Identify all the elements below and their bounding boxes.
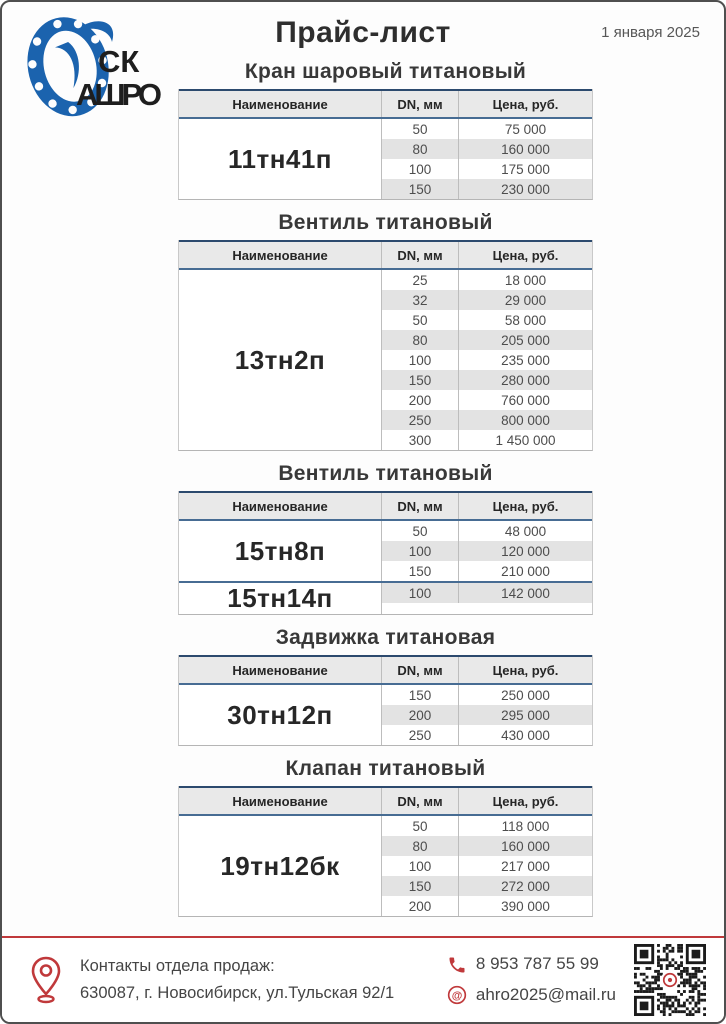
table-row — [382, 430, 592, 450]
phone-icon — [447, 955, 467, 975]
footer-contact-block — [447, 949, 616, 1010]
price-value: 280 000 — [458, 370, 592, 390]
footer — [2, 936, 724, 1022]
column-header-name: Наименование — [179, 91, 382, 117]
table-row — [382, 330, 592, 350]
dn-value: 250 — [408, 727, 432, 743]
product-name: 11тн41п — [179, 119, 382, 199]
at-sign-icon — [447, 985, 467, 1005]
dn-value: 150 — [408, 563, 432, 579]
price-section-0 — [178, 60, 593, 200]
price-table — [178, 240, 593, 451]
qr-code — [634, 944, 706, 1016]
table-row — [382, 290, 592, 310]
price-value: 58 000 — [458, 310, 592, 330]
column-header-dn: DN, мм — [397, 498, 443, 514]
column-header-dn: DN, мм — [397, 662, 443, 678]
price-section-4 — [178, 757, 593, 917]
price-value: 160 000 — [458, 139, 592, 159]
price-value: 48 000 — [458, 521, 592, 541]
price-section-3 — [178, 626, 593, 746]
dn-value: 300 — [408, 432, 432, 448]
price-value: 120 000 — [458, 541, 592, 561]
table-row — [382, 310, 592, 330]
table-row — [382, 179, 592, 199]
table-row — [382, 685, 592, 705]
column-header-name: Наименование — [179, 493, 382, 519]
table-header-row — [179, 89, 592, 119]
price-value: 18 000 — [458, 270, 592, 290]
column-header-price: Цена, руб. — [458, 788, 592, 814]
dn-value: 100 — [408, 543, 432, 559]
dn-value: 100 — [408, 352, 432, 368]
price-value: 390 000 — [458, 896, 592, 916]
table-row — [382, 139, 592, 159]
section-title: Кран шаровый титановый — [244, 60, 527, 83]
dn-value: 80 — [412, 332, 428, 348]
table-row — [382, 350, 592, 370]
logo-text-line2: АШРО — [76, 77, 162, 112]
price-section-1 — [178, 211, 593, 451]
product-name: 30тн12п — [179, 685, 382, 745]
table-row — [382, 896, 592, 916]
price-value: 205 000 — [458, 330, 592, 350]
dn-value: 150 — [408, 372, 432, 388]
column-header-dn: DN, мм — [397, 247, 443, 263]
dn-value: 50 — [412, 121, 428, 137]
price-value: 430 000 — [458, 725, 592, 745]
product-rows — [382, 119, 592, 199]
table-row — [382, 561, 592, 581]
dn-value: 80 — [412, 141, 428, 157]
dn-value: 150 — [408, 687, 432, 703]
dn-value: 100 — [408, 585, 432, 601]
table-row — [382, 725, 592, 745]
logo-text-line1: СК — [98, 44, 140, 79]
dn-value: 150 — [408, 878, 432, 894]
footer-address: 630087, г. Новосибирск, ул.Тульская 92/1 — [80, 984, 395, 1002]
product-group — [179, 270, 592, 450]
product-group — [179, 816, 592, 916]
column-header-name: Наименование — [179, 657, 382, 683]
column-header-name: Наименование — [179, 788, 382, 814]
price-section-2 — [178, 462, 593, 615]
price-table — [178, 655, 593, 746]
table-row — [382, 856, 592, 876]
price-value: 250 000 — [458, 685, 592, 705]
footer-phone[interactable]: 8 953 787 55 99 — [475, 954, 599, 974]
dn-value: 200 — [408, 898, 432, 914]
location-pin-icon — [28, 954, 64, 1006]
price-value: 272 000 — [458, 876, 592, 896]
price-value: 1 450 000 — [458, 430, 592, 450]
product-group — [179, 685, 592, 745]
table-row — [382, 270, 592, 290]
column-header-dn: DN, мм — [397, 96, 443, 112]
section-title: Вентиль титановый — [278, 462, 493, 485]
table-row — [382, 159, 592, 179]
table-row — [382, 119, 592, 139]
price-value: 295 000 — [458, 705, 592, 725]
column-header-price: Цена, руб. — [458, 493, 592, 519]
product-name: 15тн14п — [179, 583, 382, 614]
table-row — [382, 876, 592, 896]
footer-email[interactable]: ahro2025@mail.ru — [475, 985, 616, 1004]
price-value: 235 000 — [458, 350, 592, 370]
section-title: Клапан титановый — [285, 757, 486, 780]
dn-value: 100 — [408, 858, 432, 874]
column-header-dn: DN, мм — [397, 793, 443, 809]
price-table — [178, 89, 593, 200]
product-name: 15тн8п — [179, 521, 382, 581]
column-header-name: Наименование — [179, 242, 382, 268]
product-rows — [382, 521, 592, 581]
product-group — [179, 581, 592, 614]
table-header-row — [179, 491, 592, 521]
price-table — [178, 491, 593, 615]
table-header-row — [179, 240, 592, 270]
dn-value: 250 — [408, 412, 432, 428]
column-header-price: Цена, руб. — [458, 91, 592, 117]
table-header-row — [179, 655, 592, 685]
price-value: 160 000 — [458, 836, 592, 856]
table-row — [382, 521, 592, 541]
table-row — [382, 836, 592, 856]
footer-phone-line — [447, 949, 616, 980]
price-value: 142 000 — [458, 583, 592, 603]
footer-email-line — [447, 980, 616, 1011]
dn-value: 50 — [412, 523, 428, 539]
table-row — [382, 583, 592, 603]
table-row — [382, 370, 592, 390]
footer-address-block — [80, 953, 394, 1007]
section-title: Вентиль титановый — [278, 211, 493, 234]
page-date: 1 января 2025 — [601, 24, 700, 41]
product-rows — [382, 816, 592, 916]
price-value: 118 000 — [458, 816, 592, 836]
table-row — [382, 541, 592, 561]
price-value: 210 000 — [458, 561, 592, 581]
table-row — [382, 816, 592, 836]
dn-value: 150 — [408, 181, 432, 197]
product-group — [179, 119, 592, 199]
footer-contacts-label: Контакты отдела продаж: — [80, 956, 275, 975]
price-value: 29 000 — [458, 290, 592, 310]
dn-value: 32 — [412, 292, 428, 308]
table-row — [382, 705, 592, 725]
dn-value: 200 — [408, 707, 432, 723]
page-title: Прайс-лист — [275, 16, 451, 49]
product-group — [179, 521, 592, 581]
dn-value: 50 — [412, 818, 428, 834]
price-value: 217 000 — [458, 856, 592, 876]
dn-value: 80 — [412, 838, 428, 854]
dn-value: 100 — [408, 161, 432, 177]
column-header-price: Цена, руб. — [458, 657, 592, 683]
price-value: 230 000 — [458, 179, 592, 199]
table-header-row — [179, 786, 592, 816]
product-name: 13тн2п — [179, 270, 382, 450]
product-rows — [382, 270, 592, 450]
table-row — [382, 390, 592, 410]
price-value: 75 000 — [458, 119, 592, 139]
dn-value: 50 — [412, 312, 428, 328]
price-value: 760 000 — [458, 390, 592, 410]
price-value: 175 000 — [458, 159, 592, 179]
table-row — [382, 410, 592, 430]
price-sections — [178, 58, 593, 928]
column-header-price: Цена, руб. — [458, 242, 592, 268]
section-title: Задвижка титановая — [275, 626, 496, 649]
price-table — [178, 786, 593, 917]
product-name: 19тн12бк — [179, 816, 382, 916]
product-rows — [382, 685, 592, 745]
price-value: 800 000 — [458, 410, 592, 430]
svg-text:@: @ — [451, 990, 463, 1003]
dn-value: 25 — [412, 272, 428, 288]
dn-value: 200 — [408, 392, 432, 408]
product-rows — [382, 583, 592, 614]
